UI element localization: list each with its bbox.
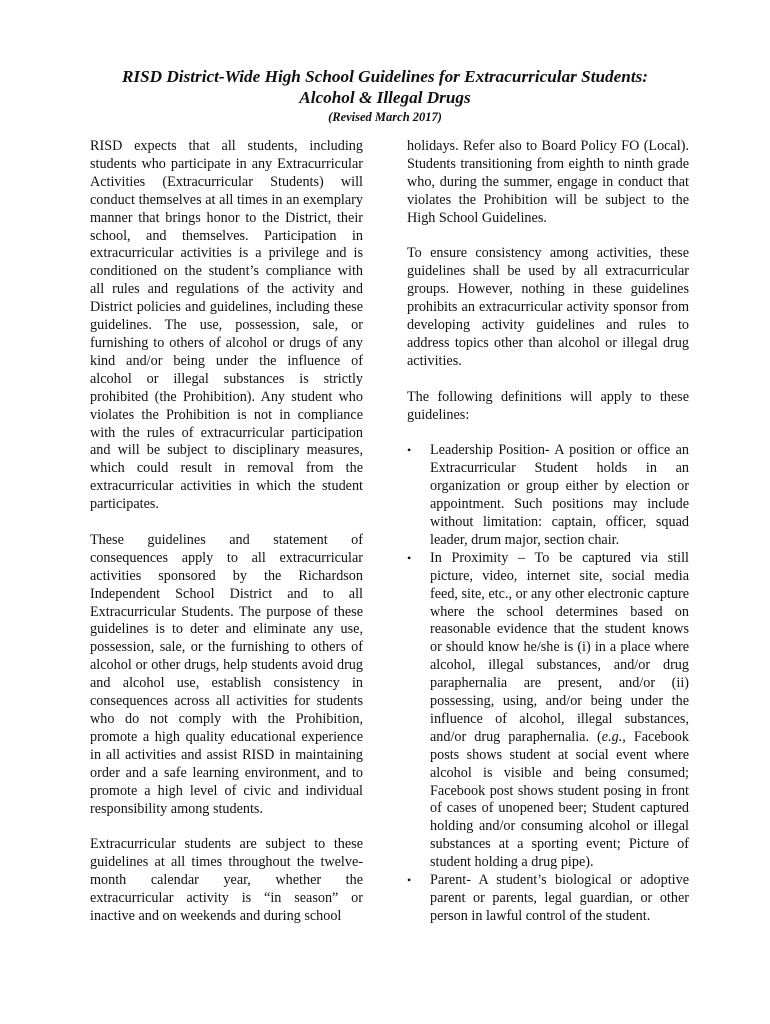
- definition-text-italic: e.g.,: [601, 728, 626, 745]
- left-column: [90, 138, 363, 944]
- intro-paragraph: RISD expects that all students, including students who participate in any Extracurricular Activities (Extracurricular Students) will conduct themselves at all times in an exemplary manner that brings honor to the District, their school, and themselves. Participation in extracurricular activities is a privilege and is conditioned on the student’s compliance with all rules and regulations of the activity and District policies and guidelines, including these guidelines. The use, possession, sale, or furnishing to others of alcohol or drugs of any kind and/or being under the influence of alcohol or illegal substances is strictly prohibited (the Prohibition). Any student who violates the Prohibition is not in compliance with the rules of extracurricular participation and will be subject to disciplinary measures, which could result in removal from the extracurricular activities in which the student participates.: [90, 138, 363, 513]
- applicability-paragraph: Extracurricular students are subject to these guidelines at all times throughout the twelve-month calendar year, whether the extracurricular activity is “in season” or inactive and on weekends and during school: [90, 836, 363, 924]
- definition-text-part-2: Facebook posts shows student at social event where alcohol is visible and being consumed; Facebook post shows student posing in front of cases of unopened beer; Student captured holding and/or consuming alcohol or illegal substances at a sporting event; Picture of student holding a drug pipe).: [430, 728, 689, 871]
- document-title-line-1: RISD District-Wide High School Guidelines for Extracurricular Students:: [121, 67, 649, 86]
- definition-text: Parent- A student’s biological or adoptive parent or parents, legal guardian, or other person in lawful control of the student.: [430, 872, 689, 924]
- definition-text: Leadership Position- A position or office an Extracurricular Student holds in an organization or group either by election or appointment. Such positions may include without limitation: captain, officer, squad leader, drum major, section chair.: [430, 442, 689, 548]
- definition-in-proximity: [407, 550, 689, 872]
- right-column: [407, 138, 689, 926]
- consistency-paragraph: To ensure consistency among activities, these guidelines shall be used by all extracurricular groups. However, nothing in these guidelines prohibits an extracurricular activity sponsor from developing activity guidelines and rules to address topics other than alcohol or illegal drug activities.: [407, 245, 689, 369]
- holidays-paragraph: holidays. Refer also to Board Policy FO (Local). Students transitioning from eighth to ninth grade who, during the summer, engage in conduct that violates the Prohibition will be subject to the High School Guidelines.: [407, 138, 689, 226]
- purpose-paragraph: These guidelines and statement of consequences apply to all extracurricular activities sponsored by the Richardson Independent School District and to all Extracurricular Students. The purpose of these guidelines is to deter and eliminate any use, possession, sale, or the furnishing to others of alcohol or other drugs, help students avoid drug and alcohol use, establish consistency in consequences across all activities for students who do not comply with the Prohibition, promote a high quality educational experience in all activities and assist RISD in maintaining order and a safe learning environment, and to promote a high level of civic and individual responsibility among students.: [90, 531, 363, 817]
- definition-text-part-1: In Proximity – To be captured via still picture, video, internet site, social media feed, site, etc., or any other electronic capture where the school determines based on reasonable evidence that the student knows or should know he/she is (i) in a place where alcohol, illegal substances, and/or drug paraphernalia are present, and/or (ii) possessing, using, and/or being under the influence of alcohol, illegal substances, and/or drug paraphernalia. (: [430, 549, 689, 745]
- definition-parent: [407, 872, 689, 926]
- document-title-line-2: Alcohol & Illegal Drugs: [299, 88, 471, 107]
- bullet-icon: •: [407, 550, 412, 565]
- definitions-list: [407, 442, 689, 925]
- definitions-intro: The following definitions will apply to these guidelines:: [407, 388, 689, 423]
- definition-leadership-position: [407, 442, 689, 549]
- document-header: [60, 66, 710, 125]
- bullet-icon: •: [407, 443, 412, 458]
- bullet-icon: •: [407, 873, 412, 888]
- revision-note: (Revised March 2017): [328, 110, 442, 124]
